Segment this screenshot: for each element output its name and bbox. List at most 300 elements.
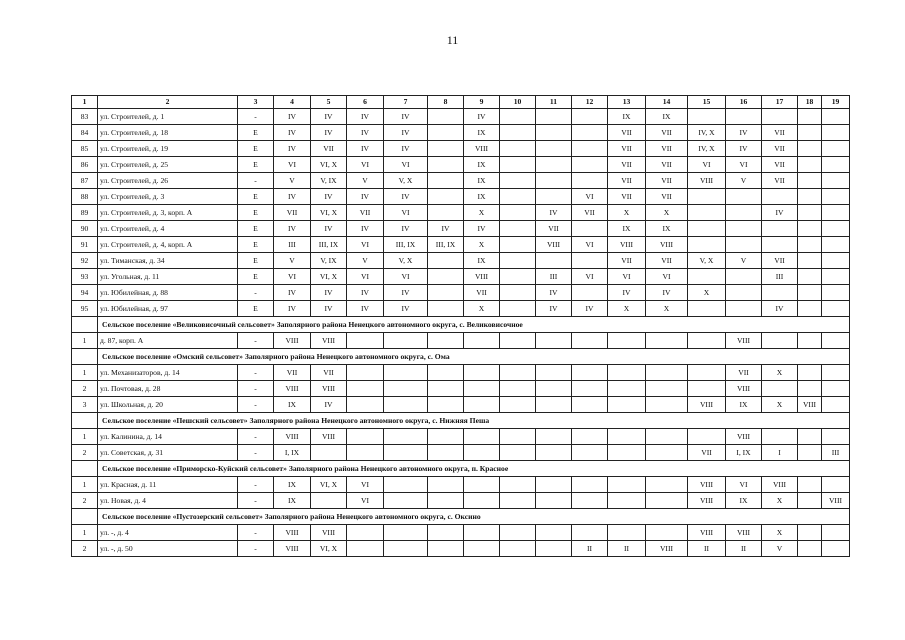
table-row [72,493,850,509]
row-number-cell: 93 [72,269,98,285]
value-cell: VI [572,269,608,285]
value-cell [822,109,850,125]
value-cell [464,429,500,445]
value-cell: X [688,285,726,301]
value-cell: IV, X [688,125,726,141]
value-cell [384,541,428,557]
value-cell [311,445,347,461]
section-row [72,349,850,365]
table-row [72,381,850,397]
value-cell [500,397,536,413]
value-cell: - [238,173,274,189]
value-cell [464,541,500,557]
value-cell: Е [238,157,274,173]
value-cell [500,205,536,221]
value-cell: IV [726,141,762,157]
table-row [72,429,850,445]
value-cell [428,493,464,509]
value-cell [822,205,850,221]
header-cell: 14 [646,96,688,109]
value-cell: VII [464,285,500,301]
table-row [72,365,850,381]
table-row [72,141,850,157]
value-cell [688,109,726,125]
value-cell: VII [572,205,608,221]
value-cell: IV [347,141,384,157]
value-cell [688,237,726,253]
value-cell: IV [384,141,428,157]
value-cell [798,381,822,397]
value-cell [347,429,384,445]
value-cell: IV [274,285,311,301]
value-cell: X [464,237,500,253]
value-cell [500,157,536,173]
value-cell [646,429,688,445]
value-cell [572,493,608,509]
value-cell [822,237,850,253]
value-cell: X [646,205,688,221]
value-cell [798,221,822,237]
value-cell: IV [464,221,500,237]
value-cell: IV [384,285,428,301]
value-cell [822,429,850,445]
value-cell: VIII [274,381,311,397]
section-title: Сельское поселение «Приморско-Куйский сельсовет» Заполярного района Ненецкого автономного округа, п. Красное [98,461,850,477]
value-cell: III [274,237,311,253]
value-cell: - [238,493,274,509]
value-cell: II [726,541,762,557]
value-cell: VII [688,445,726,461]
value-cell [608,381,646,397]
value-cell [798,541,822,557]
value-cell [347,365,384,381]
value-cell [608,477,646,493]
value-cell: VIII [311,429,347,445]
value-cell [384,525,428,541]
value-cell [536,157,572,173]
value-cell: - [238,429,274,445]
value-cell: V [347,253,384,269]
value-cell [428,477,464,493]
section-row [72,509,850,525]
value-cell: VII [536,221,572,237]
value-cell [798,525,822,541]
value-cell: VIII [464,141,500,157]
value-cell [500,253,536,269]
header-cell: 10 [500,96,536,109]
value-cell [798,157,822,173]
value-cell: V, IX [311,253,347,269]
value-cell: - [238,397,274,413]
value-cell: I [762,445,798,461]
header-cell: 15 [688,96,726,109]
value-cell: VIII [274,429,311,445]
value-cell: VIII [688,493,726,509]
value-cell: VI, X [311,269,347,285]
value-cell [572,125,608,141]
value-cell: Е [238,141,274,157]
value-cell: VIII [798,397,822,413]
value-cell [798,429,822,445]
header-cell: 4 [274,96,311,109]
value-cell [500,237,536,253]
value-cell: VI [572,189,608,205]
value-cell [726,189,762,205]
address-cell: ул. Юбилейная, д. 88 [98,285,238,301]
table-row [72,221,850,237]
value-cell [428,429,464,445]
section-spacer [72,413,98,429]
value-cell: VIII [822,493,850,509]
value-cell [798,109,822,125]
table-row [72,397,850,413]
value-cell [762,381,798,397]
value-cell [500,541,536,557]
address-cell: ул. Строителей, д. 3 [98,189,238,205]
value-cell: VIII [646,237,688,253]
value-cell [798,173,822,189]
table-row [72,173,850,189]
value-cell: IV [347,189,384,205]
value-cell [384,365,428,381]
value-cell [572,285,608,301]
value-cell: VII [274,365,311,381]
value-cell [688,221,726,237]
value-cell [500,381,536,397]
value-cell: X [646,301,688,317]
value-cell [500,269,536,285]
value-cell [762,221,798,237]
value-cell [726,301,762,317]
value-cell [347,445,384,461]
value-cell: Е [238,301,274,317]
address-cell: ул. Строителей, д. 1 [98,109,238,125]
value-cell [428,125,464,141]
row-number-cell: 1 [72,333,98,349]
value-cell: VIII [274,525,311,541]
value-cell [500,301,536,317]
value-cell: V, IX [311,173,347,189]
value-cell: VI [347,269,384,285]
value-cell [536,381,572,397]
value-cell: VIII [726,429,762,445]
value-cell: VIII [688,173,726,189]
value-cell: IV [384,125,428,141]
value-cell: IV [608,285,646,301]
value-cell: VI [726,477,762,493]
value-cell: VI [726,157,762,173]
row-number-cell: 85 [72,141,98,157]
value-cell [572,397,608,413]
address-cell: ул. Красная, д. 11 [98,477,238,493]
value-cell [500,525,536,541]
row-number-cell: 92 [72,253,98,269]
table-row [72,157,850,173]
value-cell [646,381,688,397]
value-cell [822,477,850,493]
value-cell: - [238,109,274,125]
value-cell [536,541,572,557]
value-cell: VIII [762,477,798,493]
value-cell: - [238,445,274,461]
value-cell [798,493,822,509]
value-cell: IV [347,125,384,141]
value-cell: IV [311,189,347,205]
row-number-cell: 84 [72,125,98,141]
value-cell [464,397,500,413]
value-cell [822,221,850,237]
value-cell [464,525,500,541]
value-cell: VII [608,157,646,173]
value-cell [384,381,428,397]
value-cell [572,157,608,173]
value-cell: VII [646,173,688,189]
row-number-cell: 2 [72,493,98,509]
row-number-cell: 2 [72,445,98,461]
table-body [72,96,850,557]
value-cell: VI [384,205,428,221]
value-cell [822,301,850,317]
value-cell [798,253,822,269]
value-cell: VIII [646,541,688,557]
value-cell: VI [384,157,428,173]
value-cell: IV [311,109,347,125]
value-cell: IV [311,301,347,317]
value-cell: - [238,285,274,301]
value-cell [347,397,384,413]
value-cell: III, IX [311,237,347,253]
address-cell: ул. Механизаторов, д. 14 [98,365,238,381]
address-cell: ул. Почтовая, д. 28 [98,381,238,397]
value-cell [347,525,384,541]
row-number-cell: 94 [72,285,98,301]
section-row [72,317,850,333]
value-cell [572,381,608,397]
value-cell [608,397,646,413]
value-cell: VIII [726,381,762,397]
header-cell: 8 [428,96,464,109]
value-cell: VI, X [311,205,347,221]
value-cell: IX [726,493,762,509]
value-cell [798,301,822,317]
value-cell [646,493,688,509]
value-cell [646,525,688,541]
value-cell: V, X [384,253,428,269]
value-cell [384,477,428,493]
value-cell [688,381,726,397]
value-cell [798,333,822,349]
value-cell: III [762,269,798,285]
value-cell: VII [762,173,798,189]
value-cell [822,333,850,349]
value-cell [646,477,688,493]
value-cell [688,189,726,205]
header-cell: 3 [238,96,274,109]
value-cell [428,381,464,397]
section-row [72,413,850,429]
value-cell [428,541,464,557]
value-cell [608,429,646,445]
section-title: Сельское поселение «Великовисочный сельсовет» Заполярного района Ненецкого автономного округа, с. Великовисочное [98,317,850,333]
value-cell: IX [464,253,500,269]
value-cell [608,445,646,461]
value-cell [500,477,536,493]
value-cell: - [238,541,274,557]
value-cell: - [238,381,274,397]
value-cell: Е [238,253,274,269]
row-number-cell: 1 [72,429,98,445]
value-cell: X [608,205,646,221]
value-cell: IV [384,301,428,317]
value-cell [572,477,608,493]
address-cell: ул. Школьная, д. 20 [98,397,238,413]
value-cell: IV [384,221,428,237]
table-row [72,205,850,221]
value-cell [572,365,608,381]
row-number-cell: 83 [72,109,98,125]
value-cell: IV [311,397,347,413]
row-number-cell: 86 [72,157,98,173]
header-cell: 18 [798,96,822,109]
header-cell: 9 [464,96,500,109]
address-cell: ул. Строителей, д. 19 [98,141,238,157]
value-cell: VI [347,157,384,173]
value-cell [822,173,850,189]
address-cell: ул. Строителей, д. 4 [98,221,238,237]
value-cell: IX [274,477,311,493]
table-row [72,109,850,125]
value-cell [428,365,464,381]
value-cell [726,109,762,125]
value-cell [646,333,688,349]
value-cell [572,141,608,157]
value-cell: X [464,301,500,317]
value-cell [608,525,646,541]
row-number-cell: 1 [72,525,98,541]
value-cell [347,541,384,557]
value-cell: V [274,253,311,269]
value-cell: IX [646,221,688,237]
value-cell [428,445,464,461]
value-cell: VII [646,253,688,269]
value-cell: IV [274,301,311,317]
value-cell: IX [726,397,762,413]
value-cell [798,141,822,157]
value-cell: VI [608,269,646,285]
value-cell [536,173,572,189]
address-cell: ул. Калинина, д. 14 [98,429,238,445]
value-cell [762,333,798,349]
value-cell: VIII [536,237,572,253]
value-cell: IX [464,189,500,205]
section-spacer [72,461,98,477]
value-cell: IV [384,109,428,125]
value-cell [798,269,822,285]
value-cell: VIII [688,525,726,541]
address-cell: ул. Новая, д. 4 [98,493,238,509]
value-cell: IV [274,109,311,125]
header-cell: 7 [384,96,428,109]
row-number-cell: 1 [72,365,98,381]
value-cell [500,429,536,445]
value-cell: IV [384,189,428,205]
table-row [72,253,850,269]
value-cell: IX [464,173,500,189]
value-cell [500,141,536,157]
value-cell [428,397,464,413]
value-cell: - [238,365,274,381]
value-cell [500,125,536,141]
value-cell [464,333,500,349]
value-cell [428,269,464,285]
address-cell: ул. -, д. 4 [98,525,238,541]
value-cell [384,429,428,445]
section-spacer [72,317,98,333]
value-cell: VIII [274,333,311,349]
value-cell [822,397,850,413]
row-number-cell: 2 [72,541,98,557]
value-cell [428,205,464,221]
value-cell [572,253,608,269]
header-cell: 13 [608,96,646,109]
value-cell: VI, X [311,157,347,173]
value-cell [428,157,464,173]
value-cell [822,365,850,381]
value-cell: Е [238,125,274,141]
value-cell: VI [688,157,726,173]
value-cell: V [762,541,798,557]
value-cell: VIII [726,333,762,349]
header-cell: 1 [72,96,98,109]
address-cell: ул. Строителей, д. 18 [98,125,238,141]
value-cell [347,333,384,349]
value-cell [536,333,572,349]
value-cell [822,189,850,205]
section-title: Сельское поселение «Омский сельсовет» Заполярного района Ненецкого автономного округа, с. Ома [98,349,850,365]
value-cell: IV [311,285,347,301]
value-cell [646,365,688,381]
address-cell: ул. -, д. 50 [98,541,238,557]
value-cell [536,141,572,157]
address-cell: ул. Тиманская, д. 34 [98,253,238,269]
value-cell [428,189,464,205]
header-cell: 11 [536,96,572,109]
value-cell [384,397,428,413]
value-cell: Е [238,237,274,253]
value-cell: I, IX [726,445,762,461]
value-cell [536,445,572,461]
value-cell [688,365,726,381]
value-cell: IV [311,125,347,141]
value-cell [428,109,464,125]
value-cell: VII [608,125,646,141]
value-cell: III [822,445,850,461]
value-cell [608,493,646,509]
value-cell: IV [347,109,384,125]
value-cell [572,109,608,125]
value-cell [428,141,464,157]
value-cell [500,365,536,381]
value-cell: IV [274,141,311,157]
value-cell [798,285,822,301]
value-cell: VIII [688,397,726,413]
header-cell: 5 [311,96,347,109]
value-cell: IX [464,125,500,141]
address-cell: ул. Строителей, д. 4, корп. А [98,237,238,253]
value-cell: VI [274,269,311,285]
address-cell: ул. Угольная, д. 11 [98,269,238,285]
header-cell: 12 [572,96,608,109]
